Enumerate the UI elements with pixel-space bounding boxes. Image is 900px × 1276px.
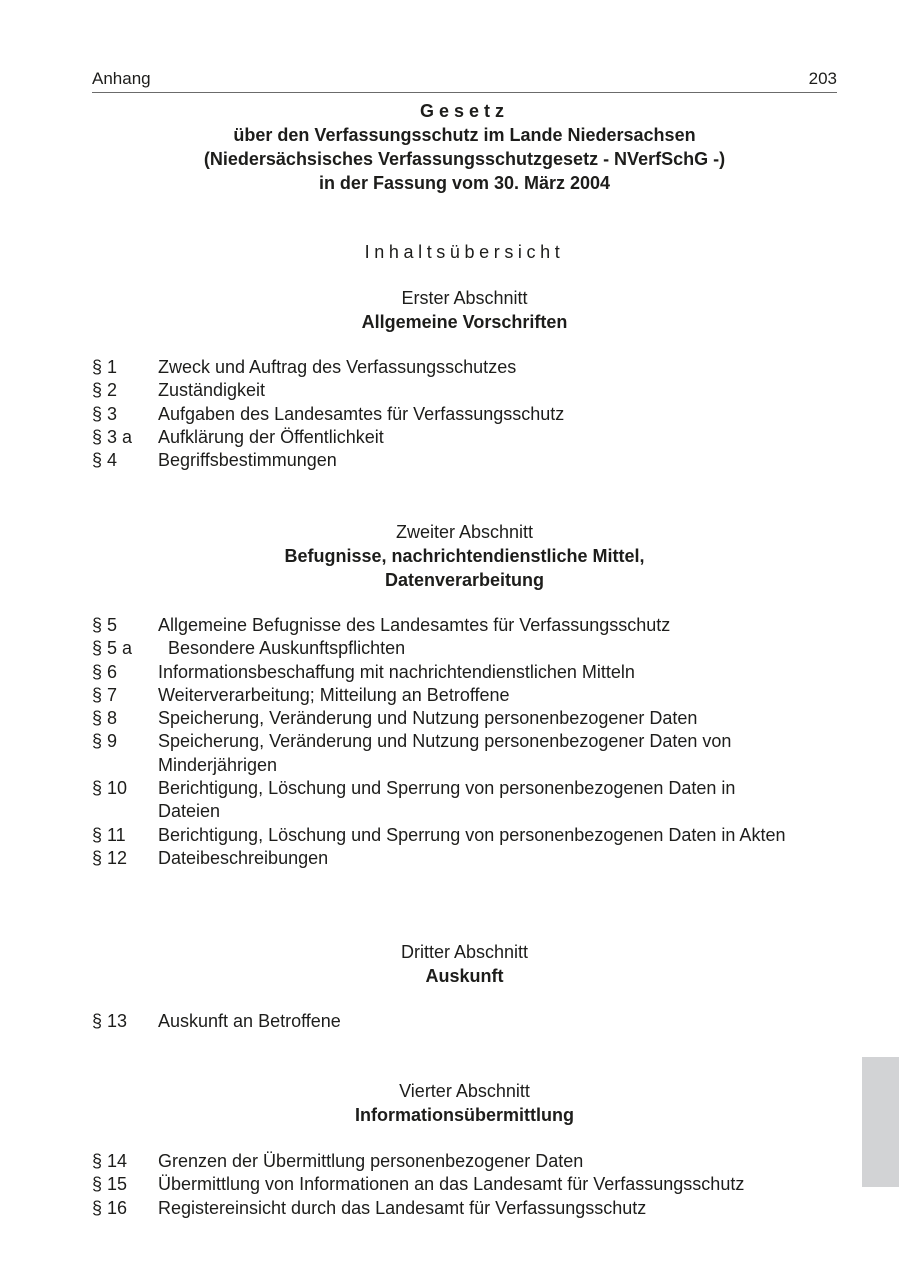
section-name: Allgemeine Vorschriften [361,312,568,332]
toc-entry [92,730,852,777]
entry-text: Registereinsicht durch das Landesamt für Verfassungsschutz [158,1197,647,1218]
toc-entry [92,777,852,824]
entry-number: § 4 [92,450,118,471]
entry-text: Grenzen der Übermittlung personenbezogener Daten [158,1151,584,1171]
section-name-line-2: Datenverarbeitung [384,570,545,590]
section-label: Zweiter Abschnitt [395,522,534,542]
entry-number: § 1 [92,357,118,377]
entry-number: § 2 [92,380,118,401]
entry-number: § 9 [92,731,118,752]
entry-text: Speicherung, Veränderung und Nutzung personenbezogener Daten von Minderjährigen [158,731,732,775]
title-line-3: (Niedersächsisches Verfassungsschutzgesetz - NVerfSchG -) [203,149,726,169]
entry-text: Berichtigung, Löschung und Sperrung von personenbezogenen Daten in Dateien [158,778,736,822]
section-3-entries [92,1010,852,1033]
toc-entry [92,637,852,660]
section-label: Dritter Abschnitt [400,942,529,962]
toc-entry [92,449,852,472]
section-heading-3 [92,940,837,988]
toc-entry [92,426,852,449]
toc-entry [92,661,852,684]
entry-number: § 16 [92,1197,128,1218]
entry-text: Allgemeine Befugnisse des Landesamtes für Verfassungsschutz [158,615,671,635]
toc-entry [92,379,852,402]
toc-entry [92,1173,852,1196]
toc-entry [92,684,852,707]
entry-text: Begriffsbestimmungen [158,450,337,471]
thumb-index-tab [862,1057,899,1187]
section-heading-1 [92,286,837,334]
entry-number: § 6 [92,661,118,682]
entry-number: § 5 [92,615,118,635]
entry-text: Übermittlung von Informationen an das Landesamt für Verfassungsschutz [158,1174,745,1195]
toc-entry [92,356,852,379]
entry-number: § 8 [92,708,118,729]
section-label: Erster Abschnitt [401,288,528,308]
entry-text: Besondere Auskunftspflichten [158,638,406,659]
entry-text: Weiterverarbeitung; Mitteilung an Betroffene [158,684,510,705]
entry-text: Aufgaben des Landesamtes für Verfassungsschutz [158,403,565,424]
running-head-title: Anhang [92,69,151,88]
section-4-entries [92,1150,852,1220]
section-name: Auskunft [425,966,504,986]
entry-text: Zweck und Auftrag des Verfassungsschutzes [158,357,517,377]
toc-title: Inhaltsübersicht [364,242,565,262]
entry-number: § 12 [92,847,128,868]
entry-number: § 13 [92,1011,128,1031]
page-number: 203 [808,69,837,88]
toc-entry [92,847,852,870]
section-heading-2 [92,520,837,592]
running-head [92,68,837,93]
entry-text: Zuständigkeit [158,380,266,401]
toc-entry [92,1197,852,1220]
section-1-entries [92,356,852,472]
toc-entry [92,824,852,847]
entry-number: § 5 a [92,638,133,659]
toc-entry [92,1150,852,1173]
entry-number: § 3 [92,403,118,424]
toc-entry [92,1010,852,1033]
title-line-2: über den Verfassungsschutz im Lande Niedersachsen [233,125,696,145]
section-name: Informationsübermittlung [355,1105,574,1125]
entry-text: Auskunft an Betroffene [158,1011,341,1031]
law-title [92,99,837,195]
section-label: Vierter Abschnitt [399,1081,530,1101]
entry-number: § 10 [92,778,128,799]
entry-text: Informationsbeschaffung mit nachrichtendienstlichen Mitteln [158,661,635,682]
entry-number: § 11 [92,824,126,845]
title-line-1: Gesetz [419,101,510,121]
entry-text: Aufklärung der Öffentlichkeit [158,426,384,447]
toc-entry [92,614,852,637]
entry-number: § 15 [92,1174,128,1195]
entry-text: Speicherung, Veränderung und Nutzung personenbezogener Daten [158,708,698,729]
entry-number: § 14 [92,1151,128,1171]
entry-number: § 3 a [92,426,133,447]
section-heading-4 [92,1079,837,1127]
section-name-line-1: Befugnisse, nachrichtendienstliche Mittel, [284,546,645,566]
entry-text: Dateibeschreibungen [158,847,329,868]
entry-text: Berichtigung, Löschung und Sperrung von personenbezogenen Daten in Akten [158,824,786,845]
section-2-entries [92,614,852,870]
title-line-4: in der Fassung vom 30. März 2004 [318,173,611,193]
toc-entry [92,403,852,426]
toc-entry [92,707,852,730]
entry-number: § 7 [92,684,118,705]
